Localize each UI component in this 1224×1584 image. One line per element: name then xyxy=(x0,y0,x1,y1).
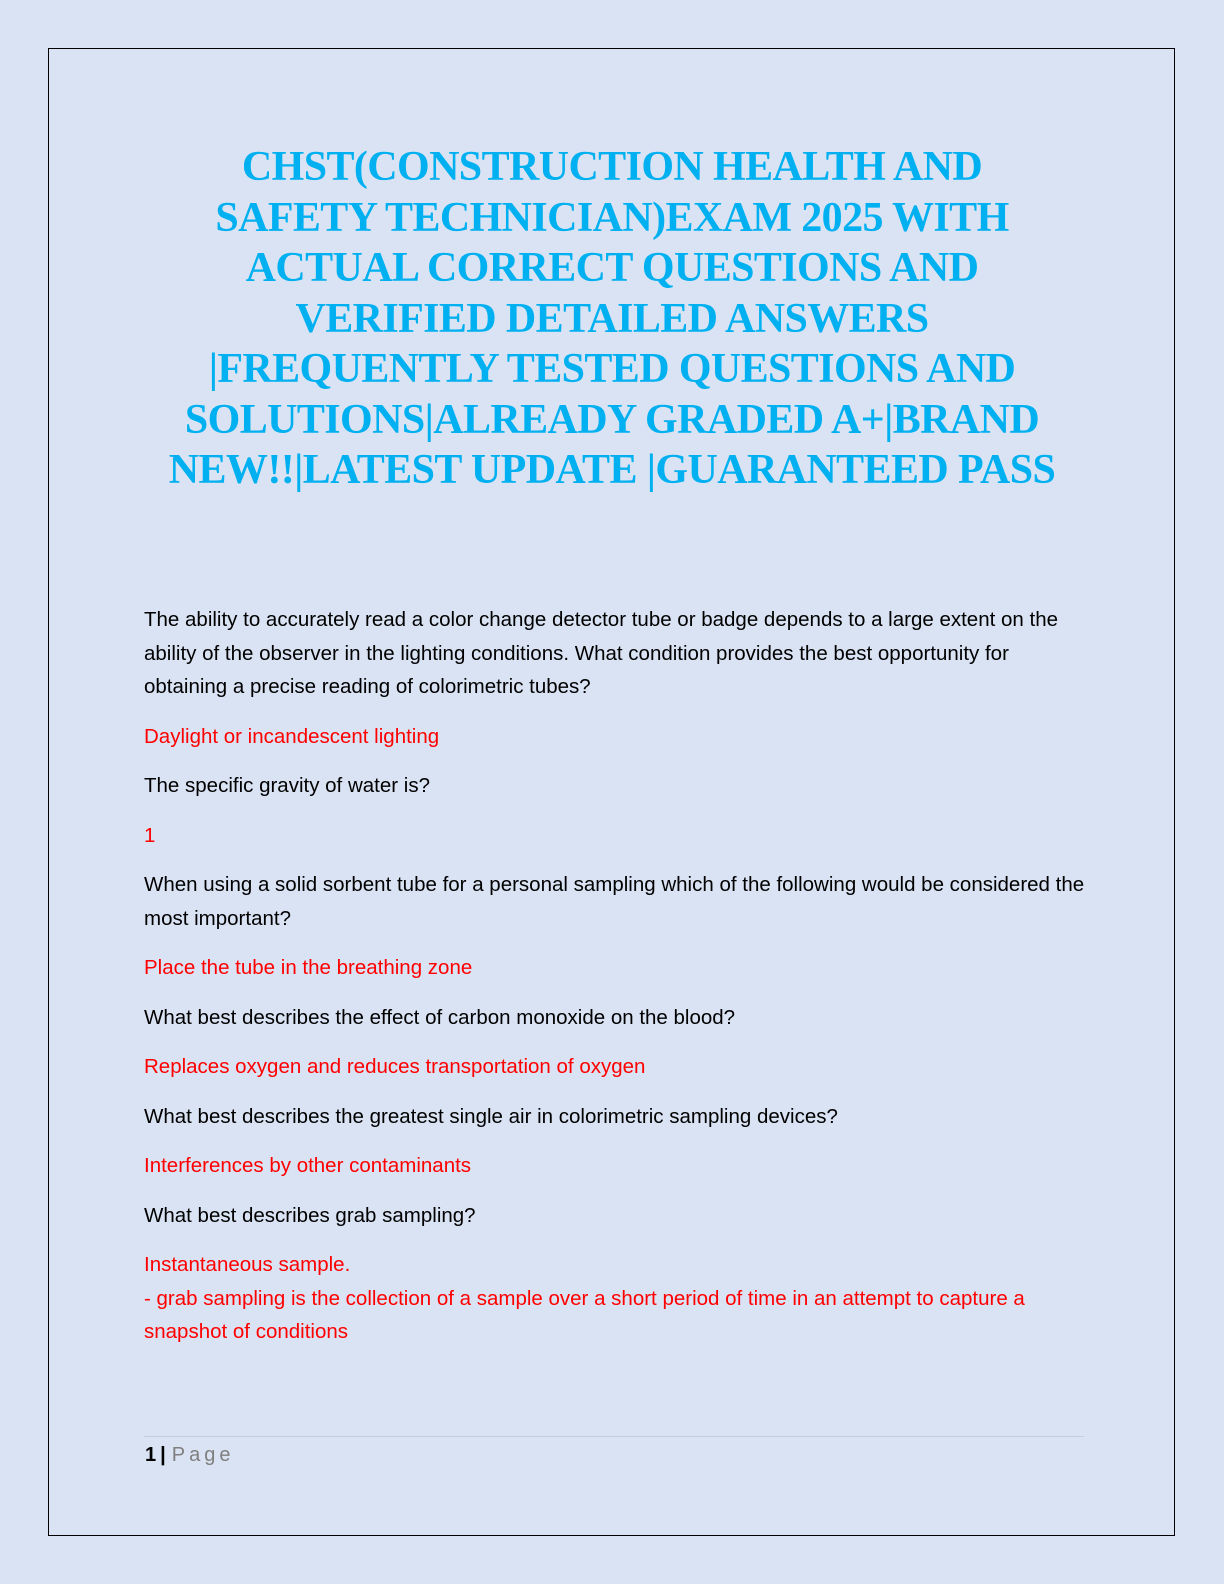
answer-text xyxy=(144,1050,1089,1084)
title-line: CHST(CONSTRUCTION HEALTH AND xyxy=(241,144,983,190)
title-line: ACTUAL CORRECT QUESTIONS AND xyxy=(245,245,979,291)
question-text: What best describes grab sampling? xyxy=(144,1203,476,1227)
title-line: SAFETY TECHNICIAN)EXAM 2025 WITH xyxy=(215,194,1009,241)
page-label: Page xyxy=(171,1444,235,1466)
question-text: What best describes the greatest single air in colorimetric sampling devices? xyxy=(144,1104,838,1128)
page-number: 1 xyxy=(145,1444,157,1466)
answer-line: Place the tube in the breathing zone xyxy=(144,956,473,979)
question-text: The ability to accurately read a color change detector tube or badge depends to a large extent on the ability of the observer in the lighting conditions. What condition provides the best opportunity for obtaining a precise reading of colorimetric tubes? xyxy=(144,608,1058,698)
answer-text xyxy=(144,720,1089,754)
answer-line: Interferences by other contaminants xyxy=(144,1154,472,1177)
answer-line: Instantaneous sample. xyxy=(144,1253,351,1276)
question-text: The specific gravity of water is? xyxy=(144,774,430,797)
qa-list xyxy=(144,603,1089,1365)
answer-text xyxy=(144,819,1089,853)
question-text: What best describes the effect of carbon monoxide on the blood? xyxy=(144,1005,736,1029)
answer-line: Replaces oxygen and reduces transportation of oxygen xyxy=(144,1055,646,1078)
answer-text xyxy=(144,1248,1089,1349)
title-line: VERIFIED DETAILED ANSWERS xyxy=(295,295,929,342)
title-line: SOLUTIONS|ALREADY GRADED A+|BRAND xyxy=(184,396,1040,443)
document-title xyxy=(120,142,1104,496)
answer-text xyxy=(144,1149,1089,1183)
question-text: When using a solid sorbent tube for a personal sampling which of the following would be considered the most important? xyxy=(144,873,1085,930)
title-line: NEW!!|LATEST UPDATE |GUARANTEED PASS xyxy=(168,447,1056,493)
footer-divider xyxy=(144,1436,1084,1437)
title-line: |FREQUENTLY TESTED QUESTIONS AND xyxy=(208,346,1016,392)
answer-text xyxy=(144,951,1089,985)
answer-line: - grab sampling is the collection of a sample over a short period of time in an attempt to capture a snapshot of conditions xyxy=(144,1286,1025,1343)
footer-separator: | xyxy=(160,1444,166,1466)
answer-line: 1 xyxy=(144,823,156,847)
page-footer xyxy=(145,1441,234,1469)
answer-line: Daylight or incandescent lighting xyxy=(144,724,440,748)
